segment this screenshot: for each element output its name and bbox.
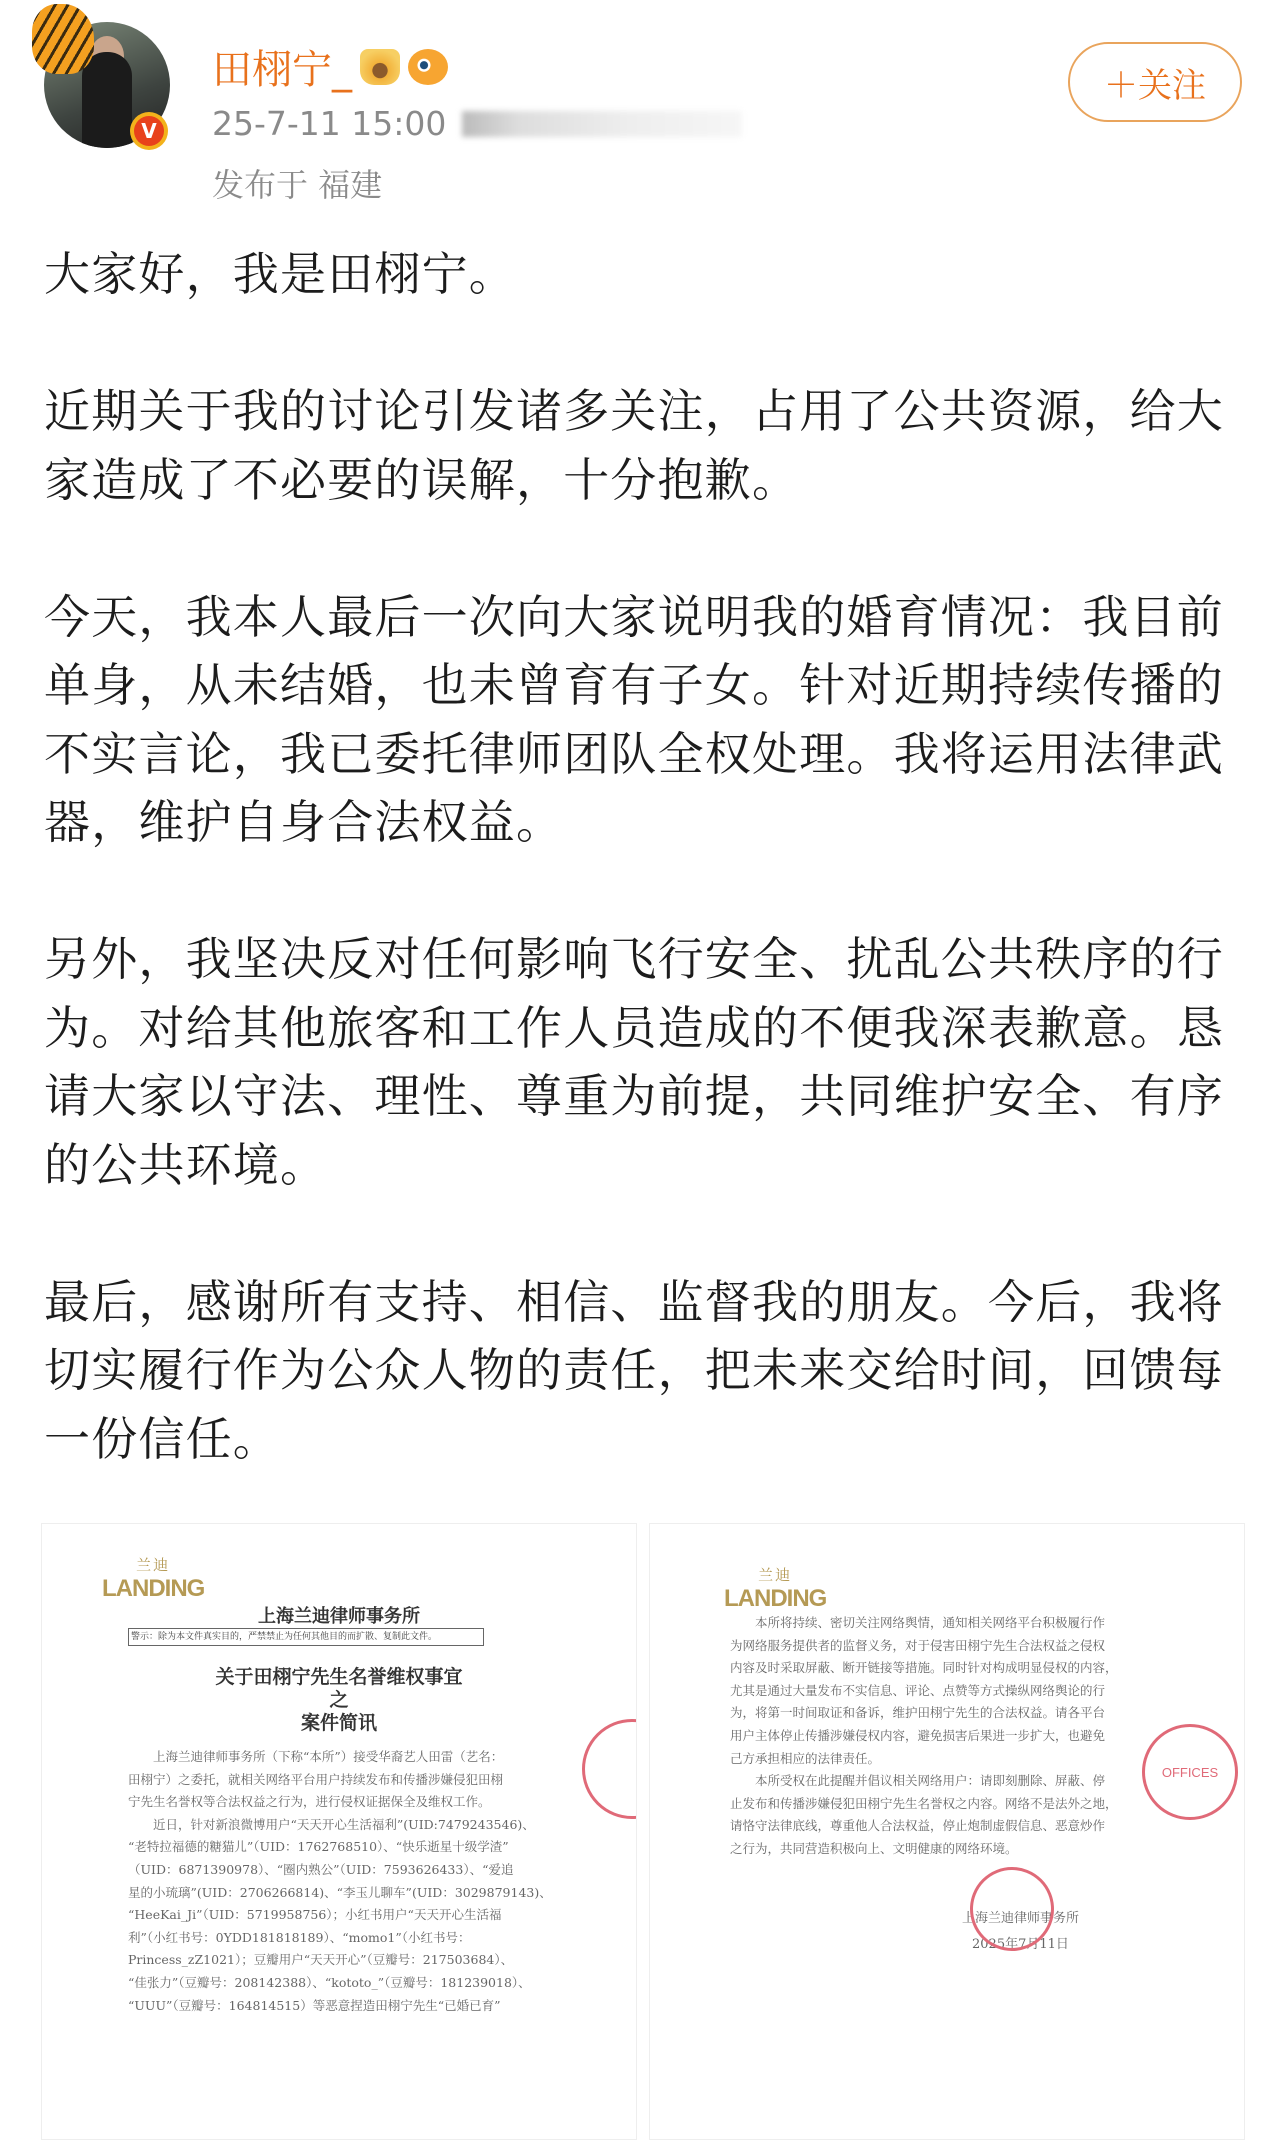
post-text-line: 单身，从未结婚，也未曾育有子女。针对近期持续传播的 [44,658,1224,712]
doc-text-line: “佳张力”（豆瓣号：208142388）、“kototo_”（豆瓣号：181239018）、 [128,1974,531,1990]
side-seal-stamp-text: OFFICES [1161,1764,1219,1780]
post-text-line: 切实履行作为公众人物的责任，把未来交给时间，回馈每 [44,1343,1224,1397]
pufferfish-badge-icon[interactable] [408,49,448,85]
doc-text-line: 上海兰迪律师事务所（下称“本所”）接受华裔艺人田雷（艺名： [128,1749,504,1764]
law-firm-name: 上海兰迪律师事务所 [258,1606,420,1627]
landing-logo: 兰迪 LANDING [102,1556,205,1602]
law-firm-seal-stamp [970,1867,1054,1951]
doc-signature: 上海兰迪律师事务所 2025年7月11日 [962,1911,1080,1952]
post-meta [212,104,742,143]
crown-badge-icon[interactable] [360,49,400,85]
post-text-line: 最后，感谢所有支持、相信、监督我的朋友。今后，我将 [44,1274,1224,1329]
post-text-line: 今天，我本人最后一次向大家说明我的婚育情况：我目前 [44,589,1224,644]
post-paragraph [44,1268,1254,1474]
post-text-line: 的公共环境。 [44,1137,328,1192]
doc-text-line: 宁先生名誉权等合法权益之行为，进行侵权证据保全及维权工作。 [128,1794,491,1810]
doc-text-line: “老特拉福德的糖猫儿”（UID：1762768510）、“快乐逝星十级学渣” [128,1839,509,1855]
doc-text-line: “HeeKai_Ji”（UID：5719958756）；小红书用户“天天开心生活福 [128,1907,502,1923]
post-text-line: 不实言论，我已委托律师团队全权处理。我将运用法律武 [44,726,1224,781]
landing-logo: 兰迪 LANDING [724,1566,827,1612]
doc-title-line: 关于田栩宁先生名誉维权事宜 [215,1666,463,1688]
doc-text-line: 本所将持续、密切关注网络舆情，通知相关网络平台积极履行作 [730,1615,1106,1630]
doc-text-line: （UID：6871390978）、“圈内熟公”（UID：7593626433）、“爱追 [128,1861,514,1877]
doc-text-line: 请恪守法律底线，尊重他人合法权益，停止炮制虚假信息、恶意炒作 [730,1818,1106,1834]
avatar-photo-body [82,52,132,148]
post-text-line: 近期关于我的讨论引发诸多关注，占用了公共资源，给大 [44,384,1224,438]
post-timestamp: 25-7-11 15:00 [212,104,447,143]
post-location: 发布于 福建 [212,166,383,204]
doc-text-line: 为，将第一时间取证和备诉，维护田栩宁先生的合法权益。请各平台 [730,1705,1106,1721]
attached-image-legal-notice-2[interactable] [649,1523,1245,2140]
doc-text-line: “UUU”（豆瓣号：164814515）等恶意捏造田栩宁先生“已婚已育” [128,1997,501,2013]
doc-text-line: 止发布和传播涉嫌侵犯田栩宁先生名誉权之内容。网络不是法外之地， [730,1795,1118,1811]
doc-text-line: 之行为，共同营造积极向上、文明健康的网络环境。 [730,1840,1018,1856]
doc-text-line: 内容及时采取屏蔽、断开链接等措施。同时针对构成明显侵权的内容， [730,1660,1118,1676]
post-text-line: 一份信任。 [44,1411,280,1466]
side-seal-stamp [1142,1724,1238,1820]
post-text-line: 大家好，我是田栩宁。 [44,247,516,301]
post-text-line: 另外，我坚决反对任何影响飞行安全、扰乱公共秩序的行 [44,932,1224,986]
confidential-notice: 警示：除为本文件真实目的，严禁禁止为任何其他目的而扩散、复制此文件。 [128,1628,484,1646]
post-paragraph [44,583,1254,857]
doc-text-line: Princess_zZ1021）；豆瓣用户“天天开心”（豆瓣号：217503684）、 [128,1952,514,1968]
doc-text-line: 利”（小红书号：0YDD181818189）、“momo1”（小红书号： [128,1929,471,1945]
doc-text-line: 本所受权在此提醒并倡议相关网络用户：请即刻删除、屏蔽、停 [730,1773,1106,1789]
post-paragraph [44,240,1254,309]
post-text-line: 为。对给其他旅客和工作人员造成的不便我深表歉意。恳 [44,1000,1224,1055]
post-text-line: 请大家以守法、理性、尊重为前提，共同维护安全、有序 [44,1069,1224,1123]
doc-text-line: 近日，针对新浪微博用户“天天开心生活福利”(UID:7479243546)、 [128,1816,535,1832]
post-paragraph [44,377,1254,514]
doc-body-text [730,1612,1118,1861]
blurred-source-text [462,111,742,137]
doc-text-line: 用户主体停止传播涉嫌侵权内容，避免损害后果进一步扩大，也避免 [730,1727,1106,1743]
doc-text-line: 田栩宁）之委托，就相关网络平台用户持续发布和传播涉嫌侵犯田栩 [128,1771,504,1787]
post-body [44,240,1254,1542]
follow-button[interactable]: ＋关注 [1068,42,1242,122]
doc-title-line: 之 [329,1689,349,1711]
post-text-line: 家造成了不必要的误解，十分抱歉。 [44,452,800,507]
doc-text-line: 星的小琉璃”(UID：2706266814)、“李玉儿聊车”(UID：3029879143)、 [128,1884,552,1900]
author-name[interactable]: 田栩宁_ [212,47,352,93]
doc-title-line: 案件简讯 [300,1712,377,1734]
doc-body-text [128,1746,552,2017]
v-verified-badge-icon: V [130,112,168,150]
attached-image-legal-notice-1[interactable] [41,1523,637,2140]
doc-text-line: 己方承担相应的法律责任。 [730,1750,881,1766]
doc-text-line: 为网络服务提供者的监督义务，对于侵害田栩宁先生合法权益之侵权 [730,1637,1106,1653]
post-paragraph [44,925,1254,1199]
tiger-avatar-pendant-icon [32,4,94,74]
doc-text-line: 尤其是通过大量发布不实信息、评论、点赞等方式操纵网络舆论的行 [730,1682,1106,1698]
post-text-line: 器，维护自身合法权益。 [44,795,564,849]
author-name-row [212,38,448,95]
